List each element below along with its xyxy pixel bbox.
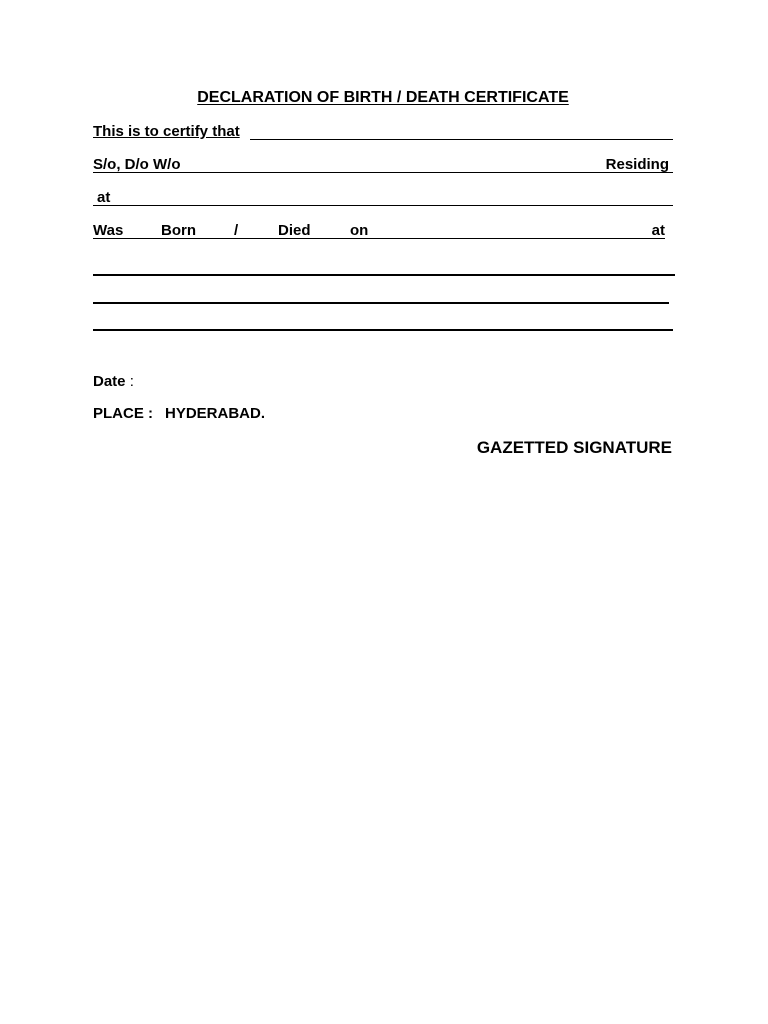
relation-label: S/o, D/o W/o	[93, 156, 181, 173]
document-title: DECLARATION OF BIRTH / DEATH CERTIFICATE	[197, 89, 569, 106]
certify-blank	[250, 139, 673, 140]
address-blank	[93, 205, 673, 206]
place-field	[93, 404, 265, 424]
blank-line-3	[93, 329, 673, 331]
address-line	[93, 188, 673, 208]
at-label: at	[97, 189, 111, 206]
place-label: PLACE :	[93, 405, 153, 422]
relation-line	[93, 155, 673, 175]
certify-line	[93, 122, 673, 142]
place-value: HYDERABAD.	[165, 405, 266, 422]
date-colon: :	[129, 373, 134, 390]
date-label: Date	[93, 373, 126, 390]
on-word: on	[350, 222, 369, 239]
event-line	[93, 221, 673, 241]
was-word: Was	[93, 222, 124, 239]
gazetted-signature: GAZETTED SIGNATURE	[476, 438, 672, 457]
born-word: Born	[161, 222, 196, 239]
date-field	[93, 372, 134, 392]
blank-line-2	[93, 302, 669, 304]
blank-line-1	[93, 274, 675, 276]
at-word: at	[651, 222, 665, 239]
residing-label: Residing	[605, 156, 669, 173]
slash-word: /	[234, 222, 239, 239]
died-word: Died	[278, 222, 311, 239]
certify-label: This is to certify that	[93, 123, 240, 140]
